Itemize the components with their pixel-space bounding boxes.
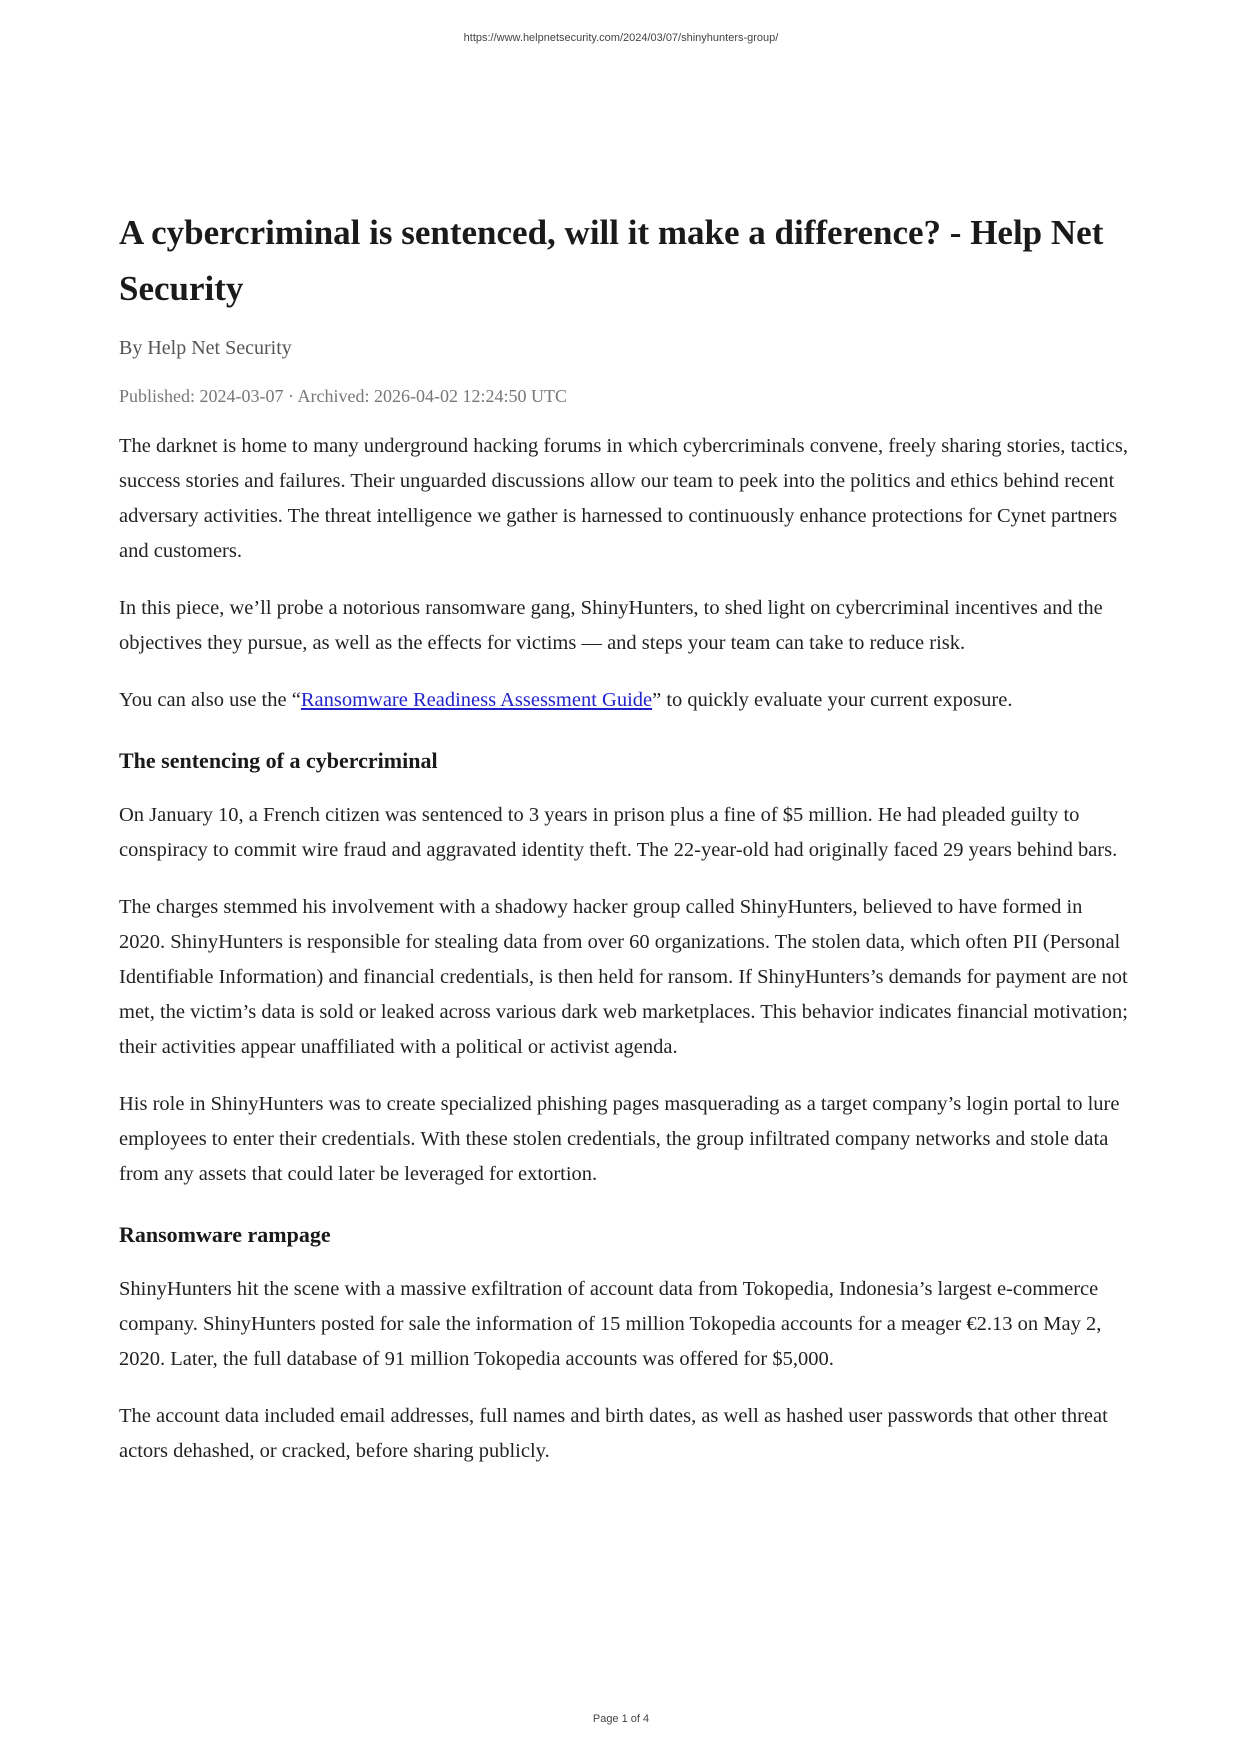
section-heading-rampage: Ransomware rampage <box>119 1222 331 1247</box>
article-meta: Published: 2024-03-07 · Archived: 2026-04-02 12:24:50 UTC <box>119 386 567 406</box>
link-suffix-text: ” to quickly evaluate your current exposure. <box>652 689 1013 711</box>
link-prefix-text: You can also use the “ <box>119 689 301 711</box>
sentencing-paragraph-3: His role in ShinyHunters was to create specialized phishing pages masquerading as a target company’s login portal to lure employees to enter their credentials. With these stolen credentials, the group infiltrated company networks and stole data from any assets that could later be leveraged for extortion. <box>119 1093 1120 1185</box>
assessment-guide-paragraph <box>119 683 1129 718</box>
rampage-paragraph-2: The account data included email addresses, full names and birth dates, as well as hashed user passwords that other threat actors dehashed, or cracked, before sharing publicly. <box>119 1405 1108 1462</box>
article <box>119 205 1129 1491</box>
ransomware-readiness-guide-link[interactable]: Ransomware Readiness Assessment Guide <box>300 689 653 711</box>
page-number-footer: Page 1 of 4 <box>592 1713 650 1725</box>
article-title: A cybercriminal is sentenced, will it make a difference? - Help Net Security <box>119 213 1104 308</box>
intro-paragraph-2: In this piece, we’ll probe a notorious ransomware gang, ShinyHunters, to shed light on cybercriminal incentives and the objectives they pursue, as well as the effects for victims — and steps your team can take to reduce risk. <box>119 597 1103 654</box>
rampage-paragraph-1: ShinyHunters hit the scene with a massive exfiltration of account data from Tokopedia, Indonesia’s largest e-commerce company. ShinyHunters posted for sale the information of 15 million Tokopedia accounts for a meager €2.13 on May 2, 2020. Later, the full database of 91 million Tokopedia accounts was offered for $5,000. <box>119 1278 1102 1370</box>
intro-paragraph-1: The darknet is home to many underground hacking forums in which cybercriminals convene, freely sharing stories, tactics, success stories and failures. Their unguarded discussions allow our team to peek into the politics and ethics behind recent adversary activities. The threat intelligence we gather is harnessed to continuously enhance protections for Cynet partners and customers. <box>119 435 1128 562</box>
section-heading-sentencing: The sentencing of a cybercriminal <box>119 748 438 773</box>
page-url-header: https://www.helpnetsecurity.com/2024/03/07/shinyhunters-group/ <box>463 32 779 44</box>
sentencing-paragraph-1: On January 10, a French citizen was sentenced to 3 years in prison plus a fine of $5 million. He had pleaded guilty to conspiracy to commit wire fraud and aggravated identity theft. The 22-year-old had originally faced 29 years behind bars. <box>119 804 1118 861</box>
article-byline: By Help Net Security <box>119 337 292 359</box>
sentencing-paragraph-2: The charges stemmed his involvement with a shadowy hacker group called ShinyHunters, believed to have formed in 2020. ShinyHunters is responsible for stealing data from over 60 organizations. The stolen data, which often PII (Personal Identifiable Information) and financial credentials, is then held for ransom. If ShinyHunters’s demands for payment are not met, the victim’s data is sold or leaked across various dark web marketplaces. This behavior indicates financial motivation; their activities appear unaffiliated with a political or activist agenda. <box>119 896 1128 1058</box>
